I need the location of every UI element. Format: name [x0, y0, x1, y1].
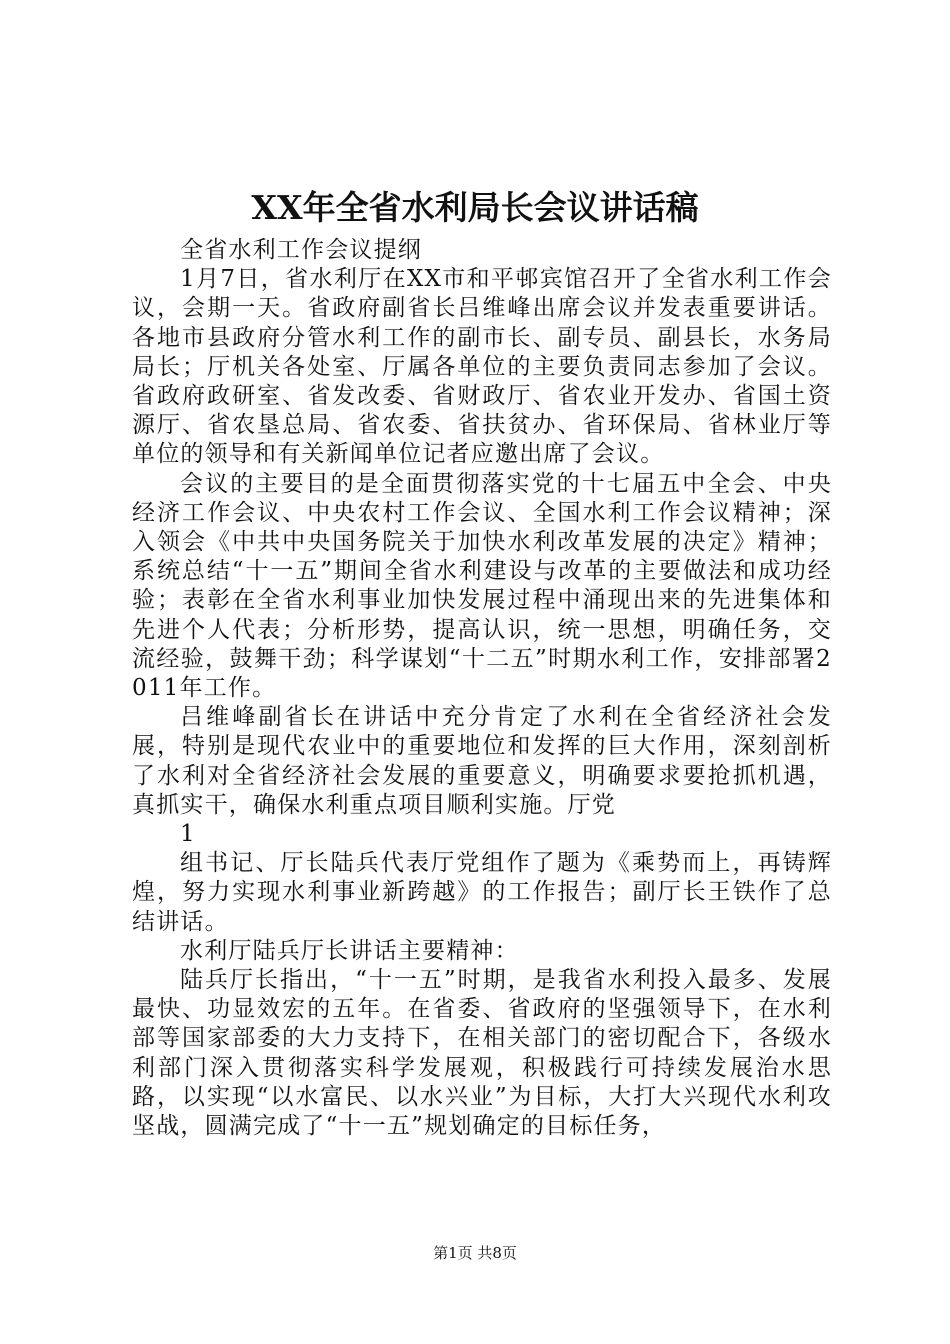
- inline-page-number: 1: [180, 821, 195, 848]
- document-title: XX年全省水利局长会议讲话稿: [251, 188, 699, 227]
- document-body: [132, 236, 832, 1141]
- paragraph-vice-governor-speech: 吕维峰副省长在讲话中充分肯定了水利在全省经济社会发展，特别是现代农业中的重要地位和发挥的巨大作用，深刻剖析了水利对全省经济社会发展的重要意义，明确要求要抢抓机遇，真抓实干，确保水利重点项目顺利实施。厅党: [132, 704, 832, 818]
- paragraph-speech-heading: 水利厅陆兵厅长讲话主要精神：: [180, 937, 519, 964]
- page-footer: 第1页 共8页: [433, 1244, 517, 1262]
- paragraph-work-report: 组书记、厅长陆兵代表厅党组作了题为《乘势而上，再铸辉煌，努力实现水利事业新跨越》的工作报告；副厅长王铁作了总结讲话。: [132, 850, 832, 935]
- paragraph-meeting-overview: 1月7日，省水利厅在XX市和平邨宾馆召开了全省水利工作会议，会期一天。省政府副省长吕维峰出席会议并发表重要讲话。各地市县政府分管水利工作的副市长、副专员、副县长，水务局局长；厅机关各处室、厅属各单位的主要负责同志参加了会议。省政府政研室、省发改委、省财政厅、省农业开发办、省国土资源厅、省农垦总局、省农委、省扶贫办、省环保局、省林业厅等单位的领导和有关新闻单位记者应邀出席了会议。: [132, 266, 832, 468]
- paragraph-director-remarks: 陆兵厅长指出，“十一五”时期，是我省水利投入最多、发展最快、功显效宏的五年。在省委、省政府的坚强领导下，在水利部等国家部委的大力支持下，在相关部门的密切配合下，各级水利部门深入贯彻落实科学发展观，积极践行可持续发展治水思路，以实现“以水富民、以水兴业”为目标，大打大兴现代水利攻坚战，圆满完成了“十一五”规划确定的目标任务，: [132, 967, 832, 1140]
- paragraph-meeting-purpose: 会议的主要目的是全面贯彻落实党的十七届五中全会、中央经济工作会议、中央农村工作会议、全国水利工作会议精神；深入领会《中共中央国务院关于加快水利改革发展的决定》精神；系统总结“十一五”期间全省水利建设与改革的主要做法和成功经验；表彰在全省水利事业加快发展过程中涌现出来的先进集体和先进个人代表；分析形势，提高认识，统一思想，明确任务，交流经验，鼓舞干劲；科学谋划“十二五”时期水利工作，安排部署2011年工作。: [132, 470, 832, 702]
- paragraph-outline-heading: 全省水利工作会议提纲: [180, 237, 422, 263]
